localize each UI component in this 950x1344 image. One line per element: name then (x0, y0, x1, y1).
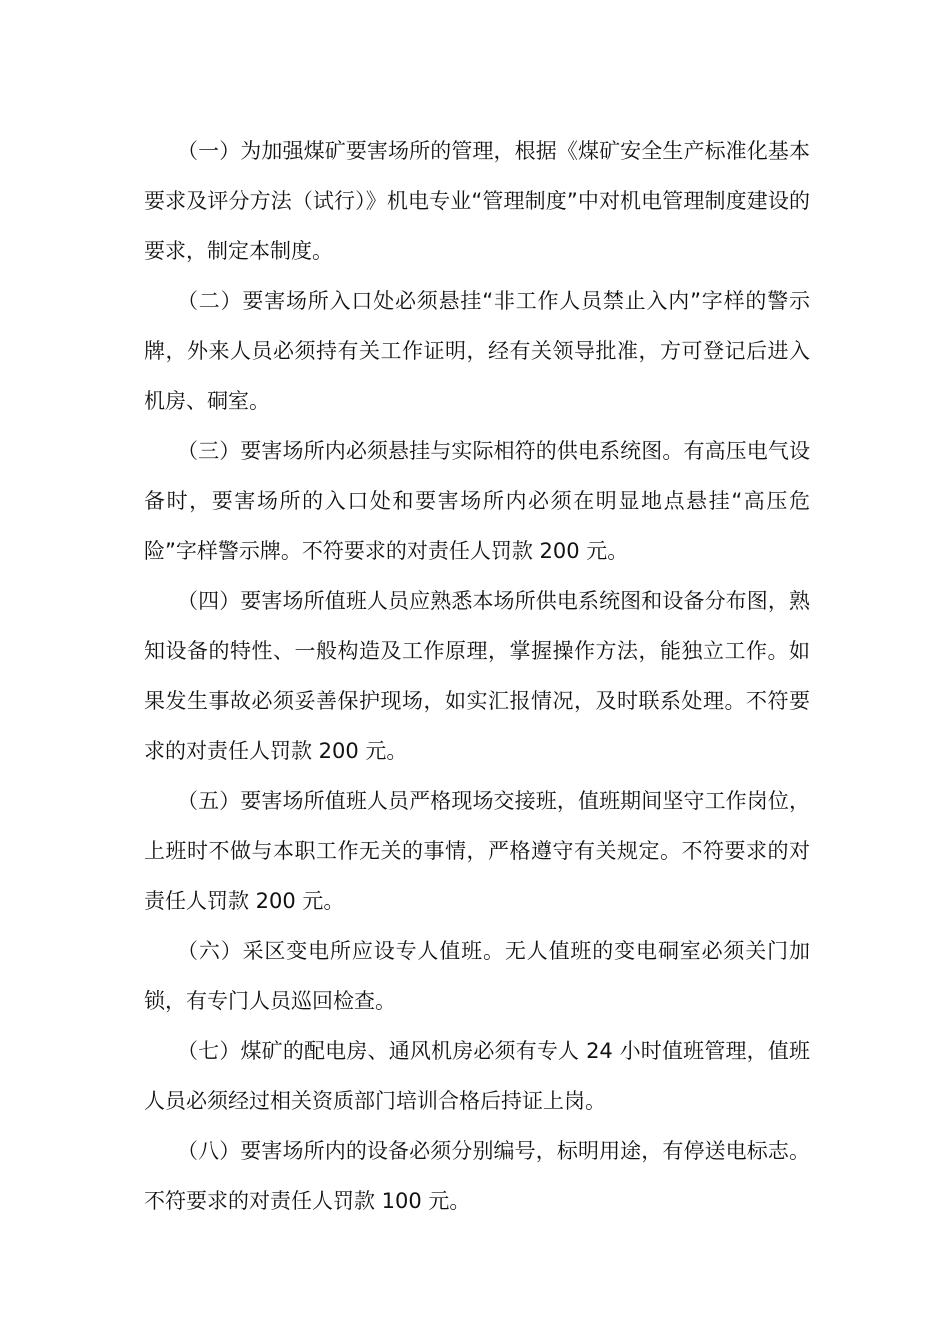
paragraph-4: （四）要害场所值班人员应熟悉本场所供电系统图和设备分布图，熟知设备的特性、一般构造及工作原理，掌握操作方法，能独立工作。如果发生事故必须妥善保护现场，如实汇报情况，及时联系处理。不符要求的对责任人罚款 200 元。 (144, 589, 810, 763)
paragraph-2: （二）要害场所入口处必须悬挂“非工作人员禁止入内”字样的警示牌，外来人员必须持有关工作证明，经有关领导批准，方可登记后进入机房、硐室。 (144, 289, 810, 413)
paragraph-1: （一）为加强煤矿要害场所的管理，根据《煤矿安全生产标准化基本要求及评分方法（试行）》机电专业“管理制度”中对机电管理制度建设的要求，制定本制度。 (144, 139, 810, 263)
paragraph-3: （三）要害场所内必须悬挂与实际相符的供电系统图。有高压电气设备时，要害场所的入口处和要害场所内必须在明显地点悬挂“高压危险”字样警示牌。不符要求的对责任人罚款 200 元。 (144, 439, 810, 563)
paragraph-6: （六）采区变电所应设专人值班。无人值班的变电硐室必须关门加锁，有专门人员巡回检查。 (144, 939, 810, 1013)
paragraph-5: （五）要害场所值班人员严格现场交接班，值班期间坚守工作岗位，上班时不做与本职工作无关的事情，严格遵守有关规定。不符要求的对责任人罚款 200 元。 (144, 789, 810, 913)
paragraph-7: （七）煤矿的配电房、通风机房必须有专人 24 小时值班管理，值班人员必须经过相关资质部门培训合格后持证上岗。 (144, 1039, 810, 1113)
document-body (144, 126, 810, 1226)
paragraph-8: （八）要害场所内的设备必须分别编号，标明用途，有停送电标志。不符要求的对责任人罚款 100 元。 (144, 1139, 810, 1213)
